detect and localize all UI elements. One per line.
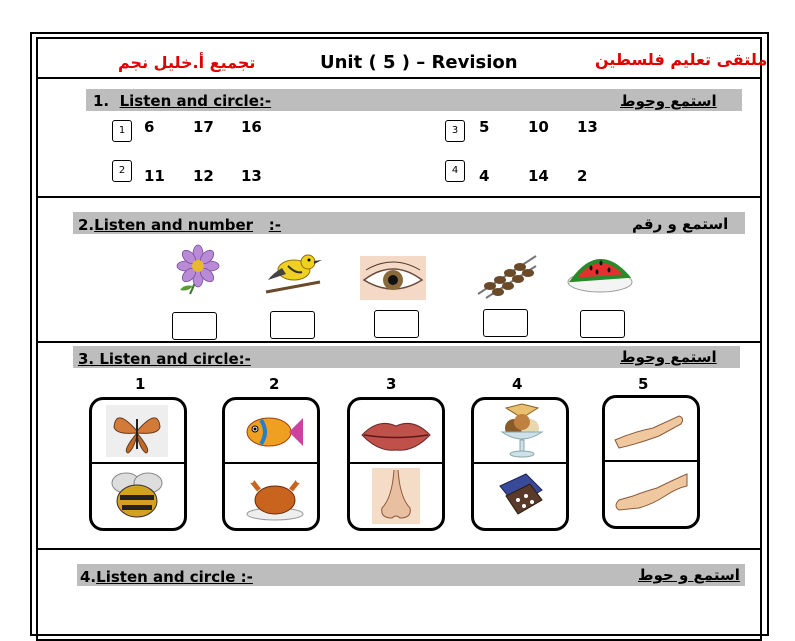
page-title: Unit ( 5 ) – Revision — [320, 52, 518, 73]
choice-number[interactable]: 5 — [479, 118, 490, 136]
q2-heading-ar: استمع و رقم — [632, 215, 729, 233]
card-number: 4 — [512, 375, 523, 393]
flower-icon — [170, 244, 226, 296]
choice-number[interactable]: 13 — [577, 118, 598, 136]
choice-number[interactable]: 4 — [479, 167, 490, 185]
card-divider — [225, 462, 317, 464]
divider — [36, 548, 760, 550]
choice-number[interactable]: 2 — [577, 167, 588, 185]
lips-icon[interactable] — [360, 418, 432, 452]
answer-box[interactable] — [374, 310, 419, 338]
answer-box[interactable] — [270, 311, 315, 339]
answer-box[interactable] — [580, 310, 625, 338]
site-name: ملتقى تعليم فلسطين — [595, 50, 768, 69]
answer-box[interactable] — [483, 309, 528, 337]
picture-card[interactable] — [347, 397, 445, 531]
item-number-box: 2 — [112, 160, 132, 182]
choice-number[interactable]: 13 — [241, 167, 262, 185]
picture-card[interactable] — [222, 397, 320, 531]
choice-number[interactable]: 11 — [144, 167, 165, 185]
q4-heading: 4.Listen and circle :- — [80, 568, 253, 586]
card-number: 5 — [638, 375, 649, 393]
choice-number[interactable]: 14 — [528, 167, 549, 185]
divider — [36, 77, 760, 79]
item-number-box: 1 — [112, 120, 132, 142]
card-divider — [605, 460, 697, 462]
item-number-box: 4 — [445, 160, 465, 182]
card-number: 1 — [135, 375, 146, 393]
chocolate-icon[interactable] — [496, 470, 546, 520]
answer-box[interactable] — [172, 312, 217, 340]
card-divider — [92, 462, 184, 464]
card-divider — [350, 462, 442, 464]
butterfly-icon[interactable] — [106, 405, 168, 457]
divider — [36, 341, 760, 343]
choice-number[interactable]: 17 — [193, 118, 214, 136]
picture-card[interactable] — [471, 397, 569, 531]
q3-heading-ar: استمع وحوط — [620, 348, 717, 366]
picture-card[interactable] — [89, 397, 187, 531]
card-number: 2 — [269, 375, 280, 393]
choice-number[interactable]: 6 — [144, 118, 155, 136]
fish-icon[interactable] — [243, 410, 305, 454]
item-number-box: 3 — [445, 120, 465, 142]
card-number: 3 — [386, 375, 397, 393]
leg-icon[interactable] — [613, 470, 689, 518]
eye-icon — [360, 256, 426, 300]
choice-number[interactable]: 12 — [193, 167, 214, 185]
ice-cream-icon[interactable] — [494, 402, 550, 460]
q1-heading: 1. Listen and circle:- — [93, 92, 272, 110]
bee-icon[interactable] — [106, 469, 168, 523]
roast-chicken-icon[interactable] — [245, 472, 305, 522]
card-divider — [474, 462, 566, 464]
picture-card[interactable] — [602, 395, 700, 529]
q1-heading-ar: استمع وحوط — [620, 92, 717, 110]
q2-heading: 2.Listen and number :- — [78, 216, 281, 234]
q3-heading: 3. Listen and circle:- — [78, 350, 251, 368]
q4-heading-ar: استمع و حوط — [638, 566, 740, 584]
credit-text: تجميع أ.خليل نجم — [118, 53, 256, 72]
divider — [36, 196, 760, 198]
choice-number[interactable]: 10 — [528, 118, 549, 136]
watermelon-icon — [565, 248, 635, 296]
nose-icon[interactable] — [372, 468, 420, 524]
kebab-icon — [474, 250, 540, 300]
bird-icon — [262, 246, 324, 298]
arm-icon[interactable] — [613, 410, 687, 450]
choice-number[interactable]: 16 — [241, 118, 262, 136]
